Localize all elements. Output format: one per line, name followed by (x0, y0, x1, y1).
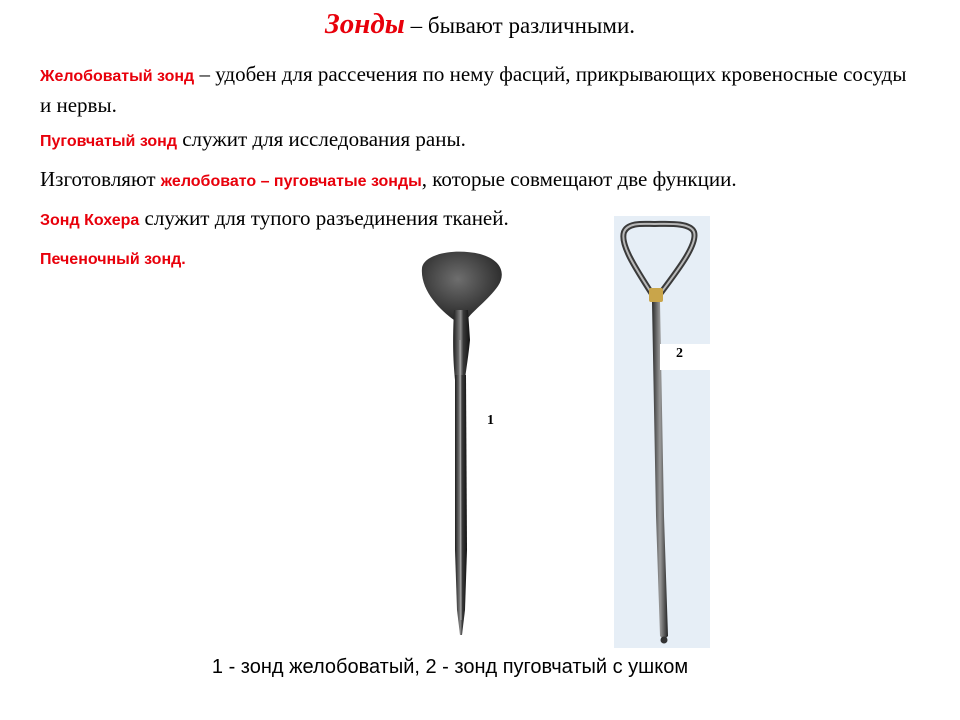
paragraph-kocher-probe (40, 204, 920, 235)
probe-2-label: 2 (676, 346, 683, 361)
text-button-probe: служит для исследования раны. (176, 127, 466, 151)
term-grooved-probe: Желобоватый зонд (40, 68, 195, 85)
probe-1-image (410, 250, 520, 645)
figure-caption: 1 - зонд желобоватый, 2 - зонд пуговчатый с ушком (211, 656, 689, 678)
text-grooved-probe: – удобен для рассечения по нему фасций, прикрывающих кровеносные сосуды и нервы. (40, 62, 907, 117)
slide-title (0, 8, 960, 41)
probe-2-image (614, 216, 710, 648)
text-combined-prefix: Изготовляют (40, 167, 161, 191)
text-combined-probe: , которые совмещают две функции. (421, 167, 737, 191)
title-accent: Зонды (325, 8, 405, 40)
term-button-probe: Пуговчатый зонд (40, 133, 177, 150)
title-rest: – бывают различными. (404, 13, 635, 38)
paragraph-button-probe (40, 125, 920, 156)
term-kocher-probe: Зонд Кохера (40, 212, 140, 229)
paragraph-grooved-probe (40, 60, 920, 119)
text-kocher-probe: служит для тупого разъединения тканей. (139, 206, 509, 230)
paragraph-combined-probe (40, 165, 920, 196)
term-combined-probe: желобовато – пуговчатые зонды (160, 173, 422, 190)
term-liver-probe: Печеночный зонд. (40, 251, 186, 268)
probe-1-label: 1 (487, 413, 494, 428)
